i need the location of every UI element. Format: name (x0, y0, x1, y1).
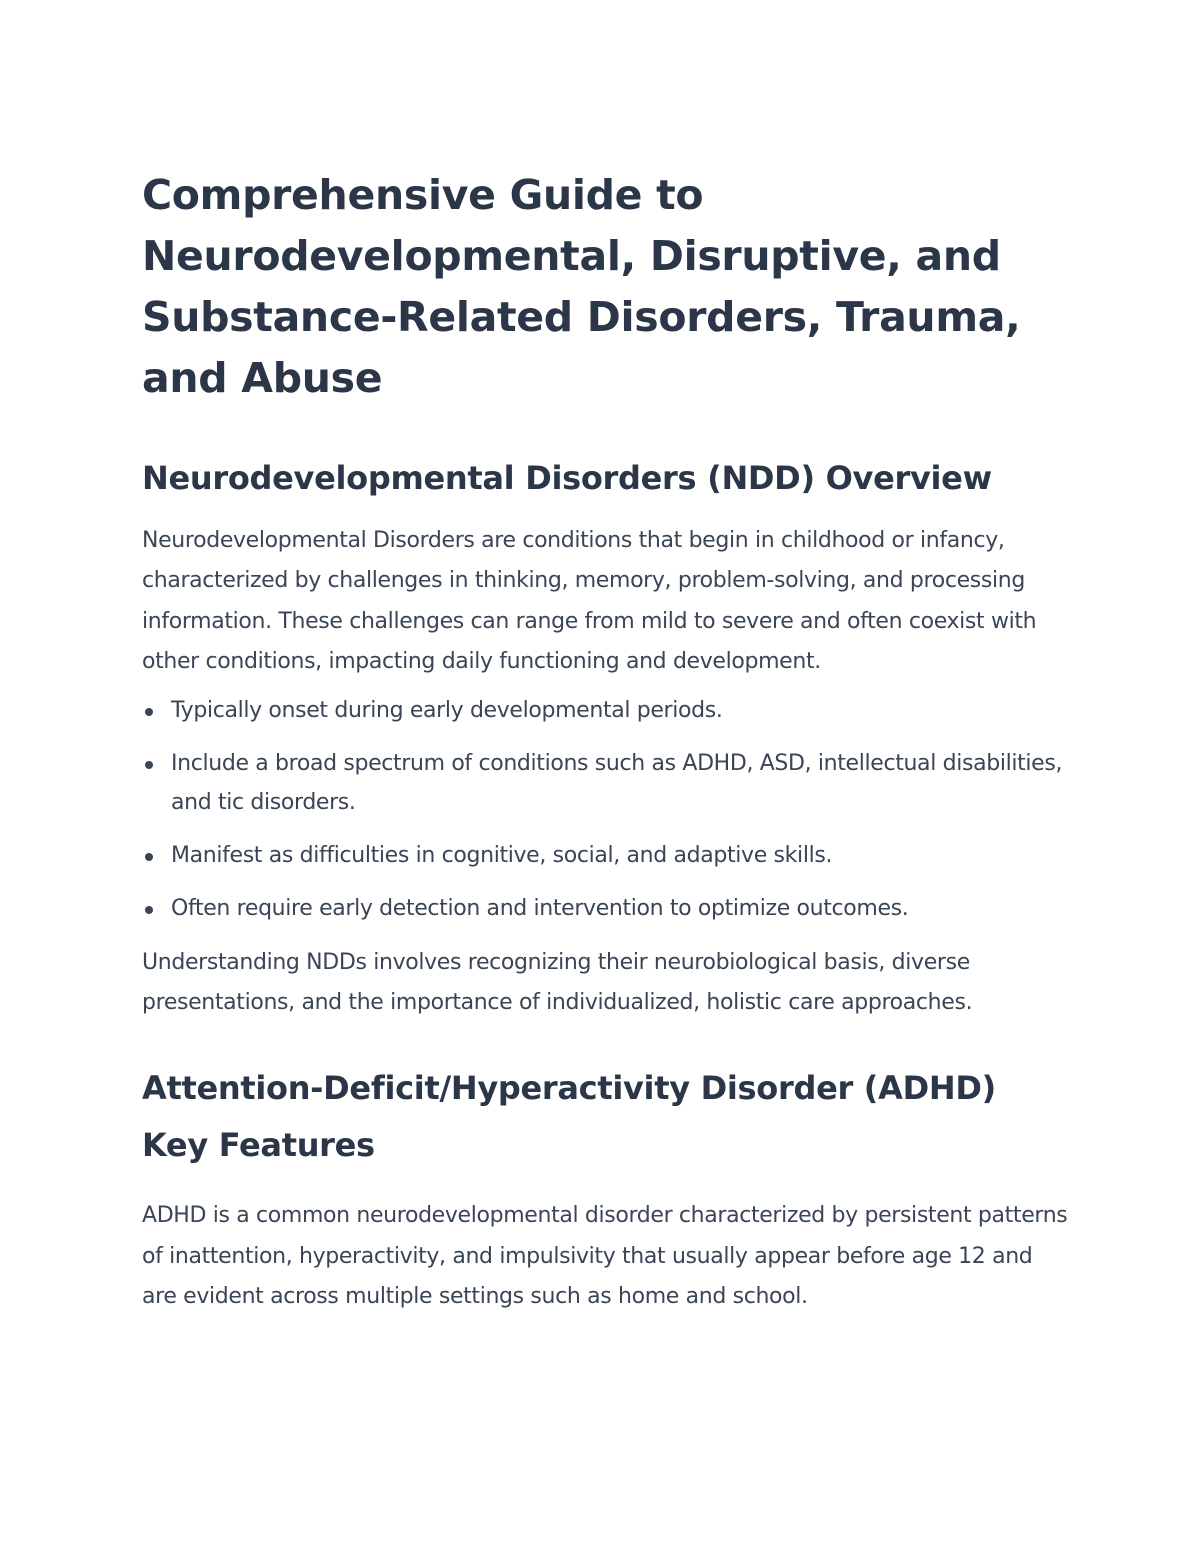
ndd-closing-paragraph: Understanding NDDs involves recognizing their neurobiological basis, diverse presentations, and the importance of individualized, holistic care approaches. (142, 949, 973, 1015)
adhd-intro-paragraph: ADHD is a common neurodevelopmental disorder characterized by persistent patterns of inattention, hyperactivity, and impulsivity that usually appear before age 12 and are evident across multiple settings such as home and school. (142, 1203, 1068, 1309)
list-item (142, 745, 1072, 822)
bullet-icon (145, 853, 153, 861)
bullet-icon (145, 708, 153, 716)
list-item (142, 890, 1072, 929)
list-item-text: Typically onset during early developmental periods. (171, 698, 723, 724)
bullet-icon (145, 761, 153, 769)
list-item-text: Often require early detection and intervention to optimize outcomes. (171, 895, 909, 921)
list-item-text: Manifest as difficulties in cognitive, social, and adaptive skills. (171, 842, 833, 868)
ndd-intro-paragraph: Neurodevelopmental Disorders are conditions that begin in childhood or infancy, characterized by challenges in thinking, memory, problem-solving, and processing information. These challenges can range from mild to severe and often coexist with other conditions, impacting daily functioning and development. (142, 528, 1037, 674)
section-heading-ndd-overview: Neurodevelopmental Disorders (NDD) Overview (142, 459, 992, 497)
document-title: Comprehensive Guide to Neurodevelopmental, Disruptive, and Substance-Related Disorders, Trauma, and Abuse (142, 171, 1021, 402)
document-page (142, 165, 1072, 1317)
list-item (142, 837, 1072, 876)
section-heading-adhd-key-features: Attention-Deficit/Hyperactivity Disorder (ADHD) Key Features (142, 1069, 996, 1165)
list-item (142, 692, 1072, 731)
bullet-icon (145, 906, 153, 914)
ndd-bullet-list (142, 692, 1072, 928)
list-item-text: Include a broad spectrum of conditions such as ADHD, ASD, intellectual disabilities, and tic disorders. (171, 751, 1063, 815)
